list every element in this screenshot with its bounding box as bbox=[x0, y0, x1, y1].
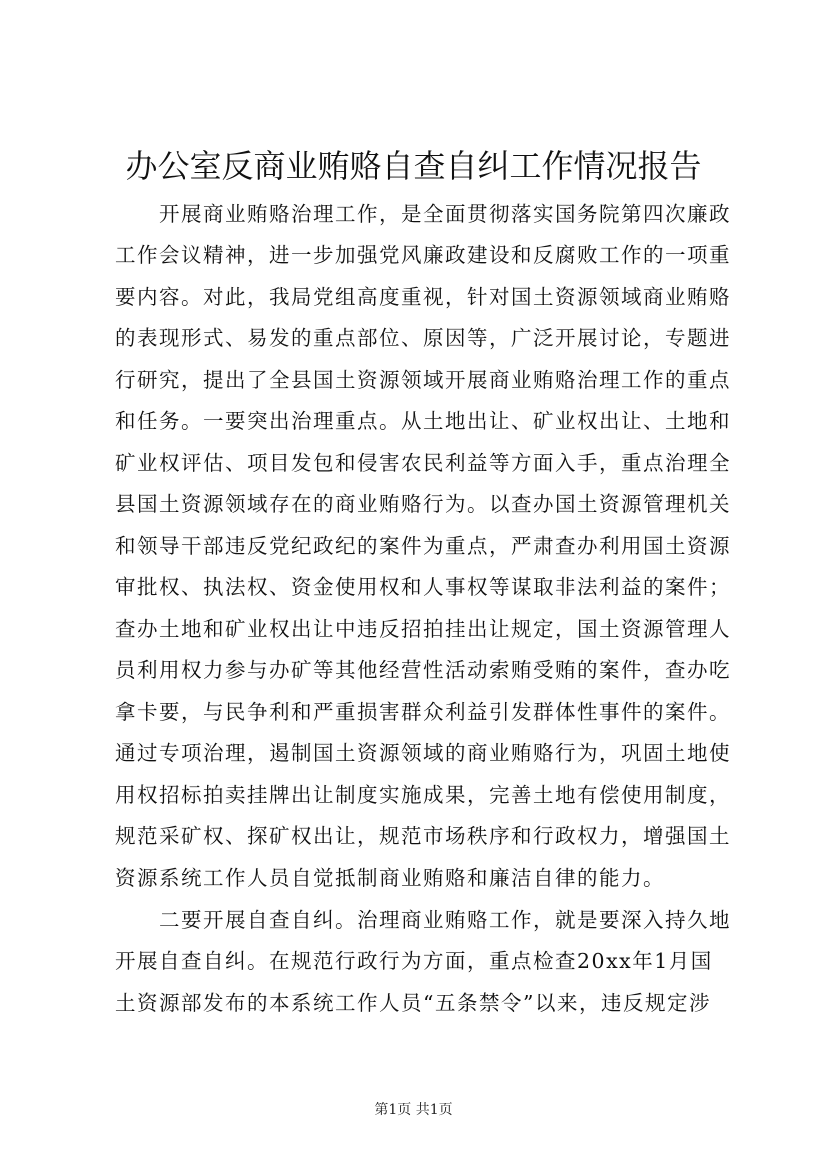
body-line: 行研究，提出了全县国土资源领域开展商业贿赂治理工作的重点 bbox=[115, 368, 731, 392]
document-title: 办公室反商业贿赂自查自纠工作情况报告 bbox=[125, 147, 702, 185]
body-line: 开展商业贿赂治理工作，是全面贯彻落实国务院第四次廉政 bbox=[115, 202, 731, 226]
body-line: 的表现形式、易发的重点部位、原因等，广泛开展讨论，专题进 bbox=[115, 326, 731, 350]
body-line: 通过专项治理，遏制国土资源领域的商业贿赂行为，巩固土地使 bbox=[115, 741, 731, 765]
body-line: 开展自查自纠。在规范行政行为方面，重点检查20xx年1月国 bbox=[115, 949, 713, 973]
body-line: 二要开展自查自纠。治理商业贿赂工作，就是要深入持久地 bbox=[115, 908, 731, 932]
body-line: 规范采矿权、探矿权出让，规范市场秩序和行政权力，增强国土 bbox=[115, 824, 731, 848]
body-line: 拿卡要，与民争利和严重损害群众利益引发群体性事件的案件。 bbox=[115, 700, 731, 724]
body-line: 土资源部发布的本系统工作人员“五条禁令”以来，违反规定涉 bbox=[115, 991, 711, 1015]
body-line: 县国土资源领域存在的商业贿赂行为。以查办国土资源管理机关 bbox=[115, 492, 731, 516]
body-line: 矿业权评估、项目发包和侵害农民利益等方面入手，重点治理全 bbox=[115, 451, 731, 475]
body-line: 和领导干部违反党纪政纪的案件为重点，严肃查办利用国土资源 bbox=[115, 534, 731, 558]
body-line: 和任务。一要突出治理重点。从土地出让、矿业权出让、土地和 bbox=[115, 409, 731, 433]
body-line: 要内容。对此，我局党组高度重视，针对国土资源领域商业贿赂 bbox=[115, 285, 731, 309]
body-line: 用权招标拍卖挂牌出让制度实施成果，完善土地有偿使用制度， bbox=[115, 783, 731, 807]
body-line: 资源系统工作人员自觉抵制商业贿赂和廉洁自律的能力。 bbox=[115, 866, 665, 890]
body-line: 审批权、执法权、资金使用权和人事权等谋取非法利益的案件； bbox=[115, 575, 731, 599]
page-footer: 第1页 共1页 bbox=[374, 1102, 453, 1118]
body-line: 员利用权力参与办矿等其他经营性活动索贿受贿的案件，查办吃 bbox=[115, 658, 731, 682]
body-line: 工作会议精神，进一步加强党风廉政建设和反腐败工作的一项重 bbox=[115, 243, 731, 267]
body-line: 查办土地和矿业权出让中违反招拍挂出让规定，国土资源管理人 bbox=[115, 617, 731, 641]
